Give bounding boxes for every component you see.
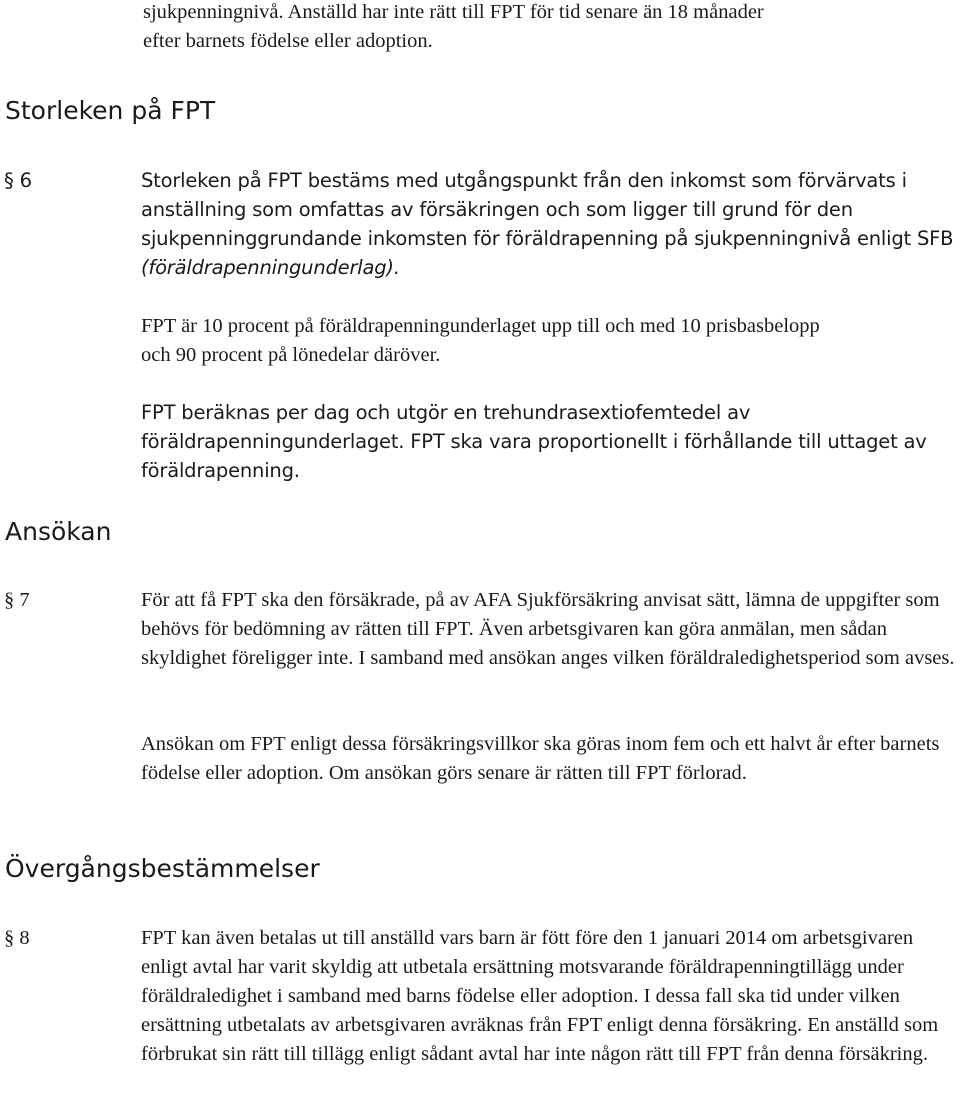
storleken-paragraph-2: FPT är 10 procent på föräldrapenningunderlaget upp till och med 10 prisbasbelopp och 90 procent på lönedelar däröver. xyxy=(141,315,820,366)
paragraph-number-6 xyxy=(4,166,32,195)
overgang-paragraph-1: FPT kan även betalas ut till anställd vars barn är fött före den 1 januari 2014 om arbetsgivaren enligt avtal har varit skyldig att utbetala ersättning motsvarande föräldrapenningtillägg under föräldraledighet i samband med barns födelse eller adoption. I dessa fall ska tid under vilken ersättning utbetalats av arbetsgivaren avräknas från FPT enligt denna försäkring. En anställd som förbrukat sin rätt till tillägg enligt sådant avtal har inte någon rätt till FPT från denna försäkring. xyxy=(141,927,939,1065)
intro-line-1: sjukpenningnivå. Anställd har inte rätt till FPT för tid senare än 18 månader xyxy=(143,1,764,23)
storleken-paragraph-3: FPT beräknas per dag och utgör en trehundrasextiofemtedel av föräldrapenningunderlaget. FPT ska vara proportionellt i förhållande till uttaget av föräldrapenning. xyxy=(141,401,927,482)
ansokan-paragraph-1: För att få FPT ska den försäkrade, på av AFA Sjukförsäkring anvisat sätt, lämna de uppgifter som behövs för bedömning av rätten till FPT. Även arbetsgivaren kan göra anmälan, men sådan skyldighet föreligger inte. I samband med ansökan anges vilken föräldraledighetsperiod som avses. xyxy=(141,589,955,669)
paragraph-number-7 xyxy=(4,586,30,615)
intro-text xyxy=(143,0,943,56)
paragraph-mark-icon: § xyxy=(4,589,15,611)
paragraph-mark-icon: § xyxy=(4,169,14,192)
section-heading-ansokan: Ansökan xyxy=(5,517,112,546)
storleken-paragraph-1-italic: (föräldrapenningunderlag). xyxy=(141,256,400,279)
paragraph-number: 6 xyxy=(19,169,32,192)
paragraph-number-8 xyxy=(4,924,30,953)
intro-line-2: efter barnets födelse eller adoption. xyxy=(143,30,433,52)
storleken-paragraph-1-text: Storleken på FPT bestäms med utgångspunkt från den inkomst som förvärvats i anställning som omfattas av försäkringen och som ligger till grund för den sjukpenninggrundande inkomsten för föräldrapenning på sjukpenningnivå enligt SFB xyxy=(141,169,954,250)
section-heading-overgang: Övergångsbestämmelser xyxy=(5,854,320,883)
paragraph-number: 7 xyxy=(19,589,30,611)
paragraph-number: 8 xyxy=(19,927,30,949)
paragraph-mark-icon: § xyxy=(4,927,15,949)
ansokan-paragraph-2: Ansökan om FPT enligt dessa försäkringsvillkor ska göras inom fem och ett halvt år efter barnets födelse eller adoption. Om ansökan görs senare är rätten till FPT förlorad. xyxy=(141,733,940,784)
storleken-paragraph-1 xyxy=(141,166,960,282)
section-heading-storleken: Storleken på FPT xyxy=(5,96,216,125)
